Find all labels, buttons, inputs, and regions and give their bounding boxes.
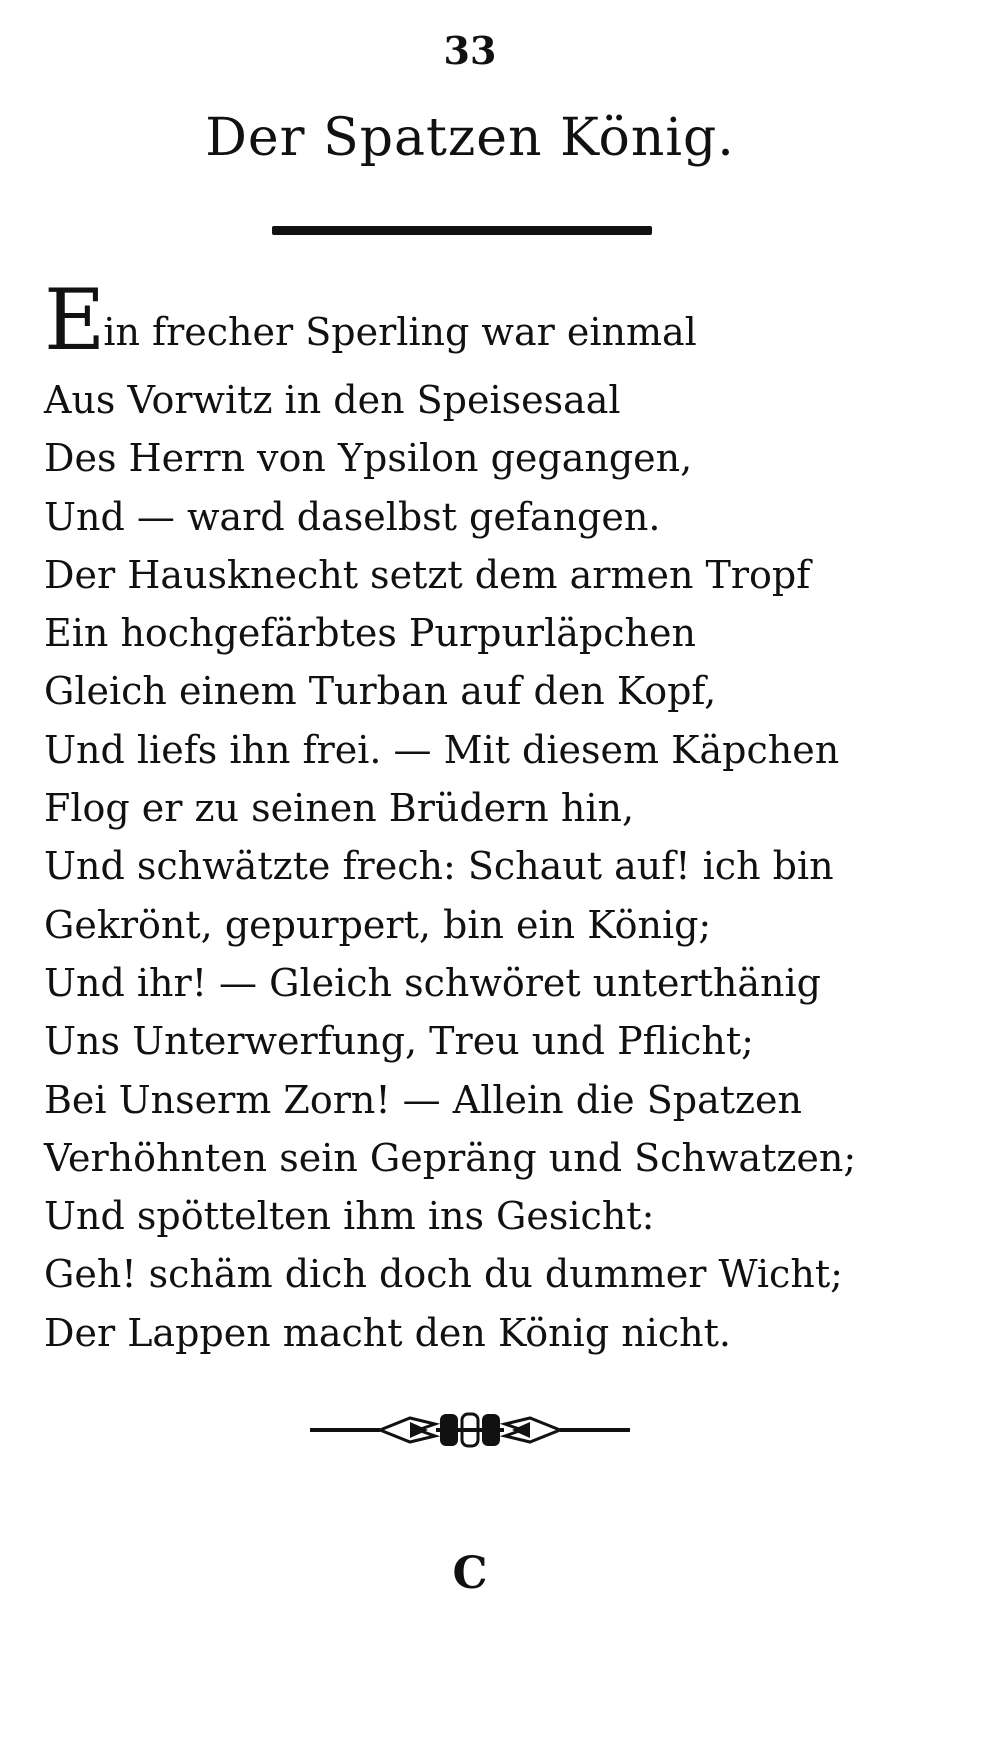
poem-line: Und liefs ihn frei. — Mit diesem Käpchen [44,727,840,772]
page-number: 33 [443,28,497,73]
poem-first-line [44,271,944,369]
poem-line: Gekrönt, gepurpert, bin ein König; [44,902,712,947]
poem-line: Gleich einem Turban auf den Kopf, [44,669,717,714]
poem-title: Der Spatzen König. [205,108,735,168]
poem-line: Aus Vorwitz in den Speisesaal [44,378,621,422]
poem-line: Und spöttelten ihm ins Gesicht: [44,1194,655,1239]
poem-line: Bei Unserm Zorn! — Allein die Spatzen [44,1077,803,1122]
poem-line: Verhöhnten sein Gepräng und Schwatzen; [44,1135,857,1180]
vignette-ornament-icon [310,1400,630,1460]
poem-line: Geh! schäm dich doch du dummer Wicht; [44,1252,843,1297]
poem-line: in frecher Sperling war einmal [103,310,697,354]
poem-line: Und schwätzte frech: Schaut auf! ich bin [44,844,834,889]
signature-mark: C [452,1548,488,1599]
poem-line: Ein hochgefärbtes Purpurläpchen [44,611,696,656]
title-rule [272,226,652,235]
poem-line: Uns Unterwerfung, Treu und Pflicht; [44,1019,754,1064]
poem-line: Flog er zu seinen Brüdern hin, [44,786,635,831]
poem-lines [44,371,944,1362]
poem-line: Des Herrn von Ypsilon gegangen, [44,436,693,481]
poem-line: Der Lappen macht den König nicht. [44,1310,731,1355]
poem-body [44,271,944,1362]
poem-line: Und ihr! — Gleich schwöret unterthänig [44,960,821,1005]
poem-line: Der Hausknecht setzt dem armen Tropf [44,552,811,597]
poem-line: Und — ward daselbst gefangen. [44,494,661,539]
drop-cap: E [44,271,106,369]
